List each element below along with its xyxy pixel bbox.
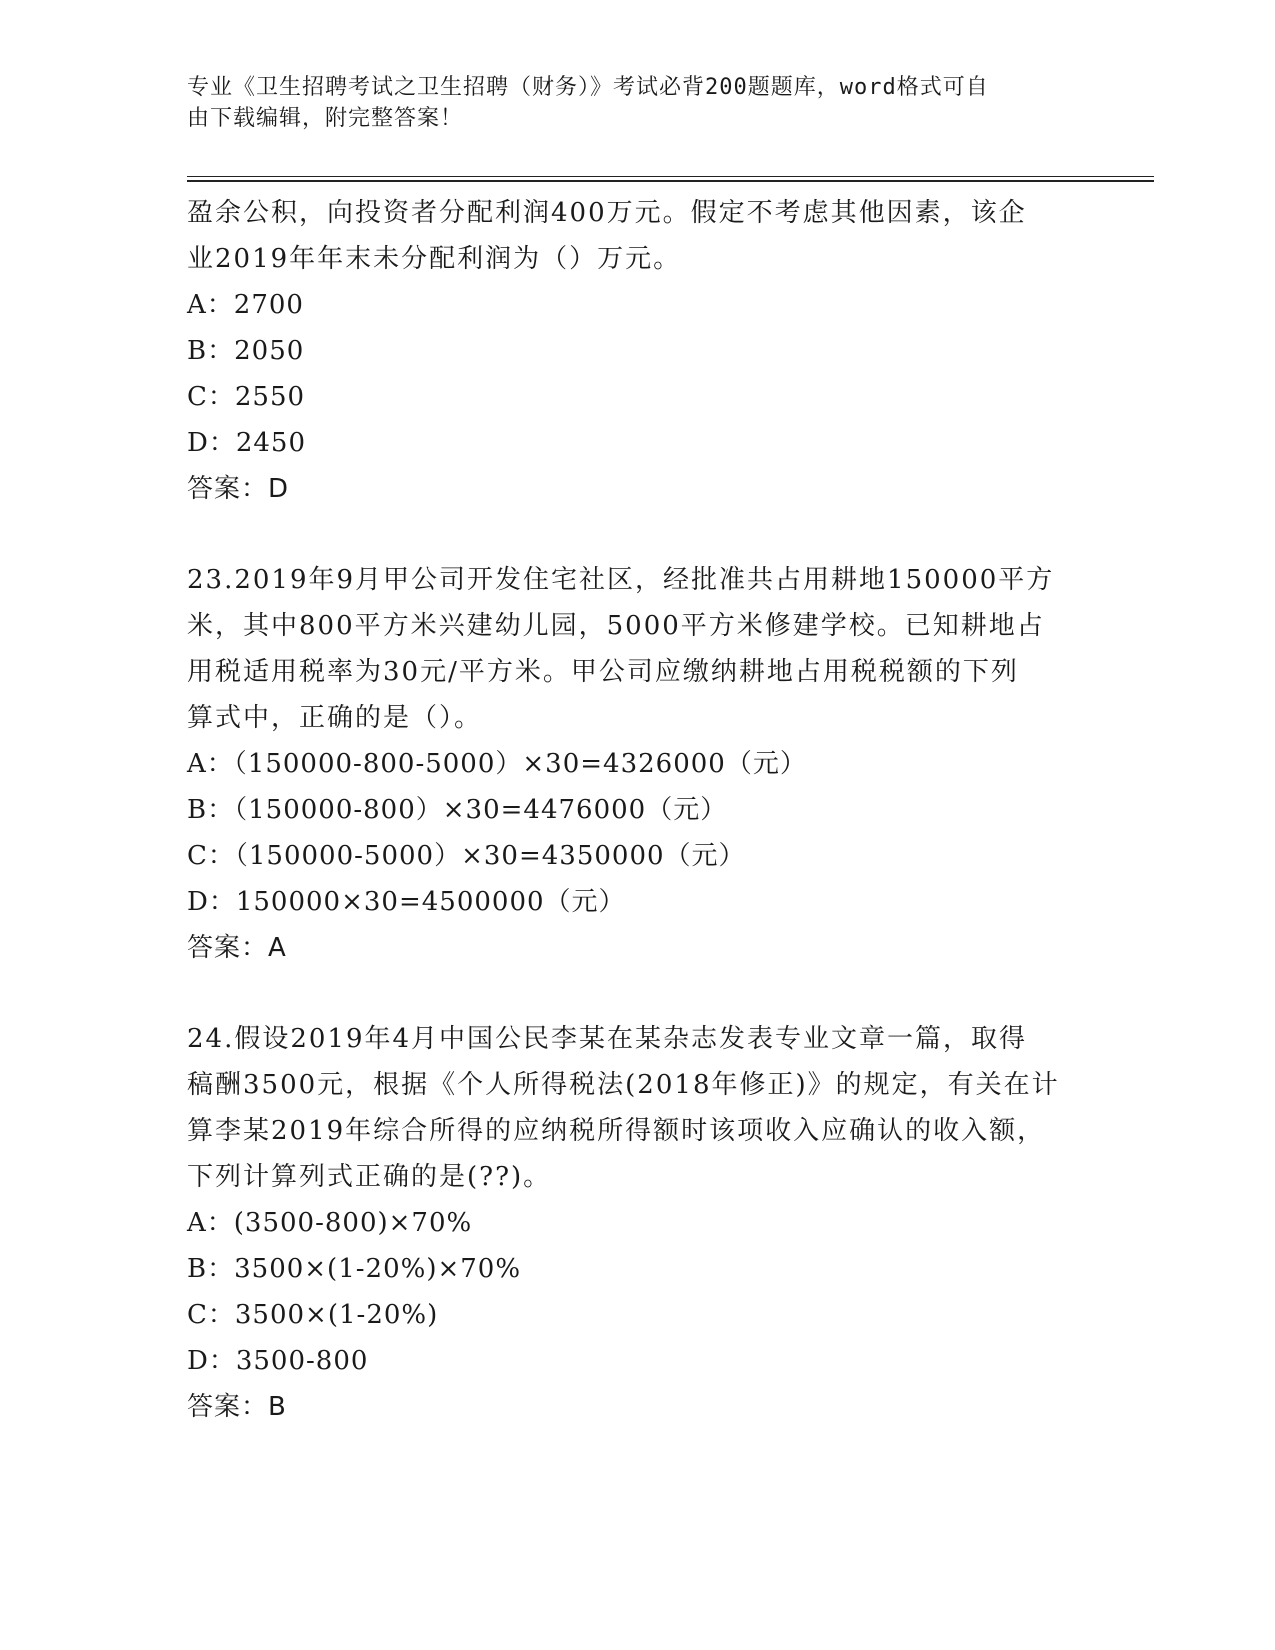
question-22-option-a: A：2700 <box>187 290 304 320</box>
question-24-option-d: D：3500-800 <box>187 1346 369 1376</box>
question-22-option-c: C：2550 <box>187 382 306 412</box>
question-23-text-line-1: 23.2019年9月甲公司开发住宅社区，经批准共占用耕地150000平方 <box>187 565 1055 595</box>
question-24-option-a: A：(3500-800)×70% <box>187 1208 473 1238</box>
question-23 <box>187 557 1087 971</box>
question-24-option-c: C：3500×(1-20%) <box>187 1300 439 1330</box>
question-22-option-b: B：2050 <box>187 336 305 366</box>
question-23-option-c: C：（150000-5000）×30=4350000（元） <box>187 841 746 871</box>
question-list <box>187 190 1087 1430</box>
question-23-text-line-4: 算式中，正确的是（）。 <box>187 703 483 733</box>
header-line-2: 由下载编辑，附完整答案！ <box>187 106 464 131</box>
question-spacer <box>187 971 1087 1016</box>
question-24-text-line-4: 下列计算列式正确的是(??)。 <box>187 1162 552 1192</box>
header-line-1: 专业《卫生招聘考试之卫生招聘（财务）》考试必背200题题库，word格式可自 <box>187 75 989 100</box>
question-22-answer: 答案：D <box>187 474 290 504</box>
question-22-option-d: D：2450 <box>187 428 307 458</box>
question-spacer <box>187 512 1087 557</box>
question-23-option-b: B：（150000-800）×30=4476000（元） <box>187 795 728 825</box>
question-23-text-line-2: 米，其中800平方米兴建幼儿园，5000平方米修建学校。已知耕地占 <box>187 611 1045 641</box>
question-22-text-line-1: 盈余公积，向投资者分配利润400万元。假定不考虑其他因素，该企 <box>187 198 1027 228</box>
question-24-text-line-2: 稿酬3500元，根据《个人所得税法(2018年修正)》的规定，有关在计 <box>187 1070 1060 1100</box>
question-24 <box>187 1016 1087 1430</box>
header-rule-thin <box>187 176 1154 177</box>
question-22-text-line-2: 业2019年年末未分配利润为（）万元。 <box>187 244 682 274</box>
question-23-option-d: D：150000×30=4500000（元） <box>187 887 626 917</box>
question-24-answer: 答案：B <box>187 1392 287 1422</box>
question-24-text-line-3: 算李某2019年综合所得的应纳税所得额时该项收入应确认的收入额， <box>187 1116 1046 1146</box>
question-24-text-line-1: 24.假设2019年4月中国公民李某在某杂志发表专业文章一篇，取得 <box>187 1024 1028 1054</box>
question-23-option-a: A：（150000-800-5000）×30=4326000（元） <box>187 749 807 779</box>
question-23-text-line-3: 用税适用税率为30元/平方米。甲公司应缴纳耕地占用税税额的下列 <box>187 657 1019 687</box>
question-24-option-b: B：3500×(1-20%)×70% <box>187 1254 522 1284</box>
question-22 <box>187 190 1087 512</box>
header-rule-thick <box>187 180 1154 182</box>
document-header <box>187 72 1067 134</box>
question-23-answer: 答案：A <box>187 933 287 963</box>
